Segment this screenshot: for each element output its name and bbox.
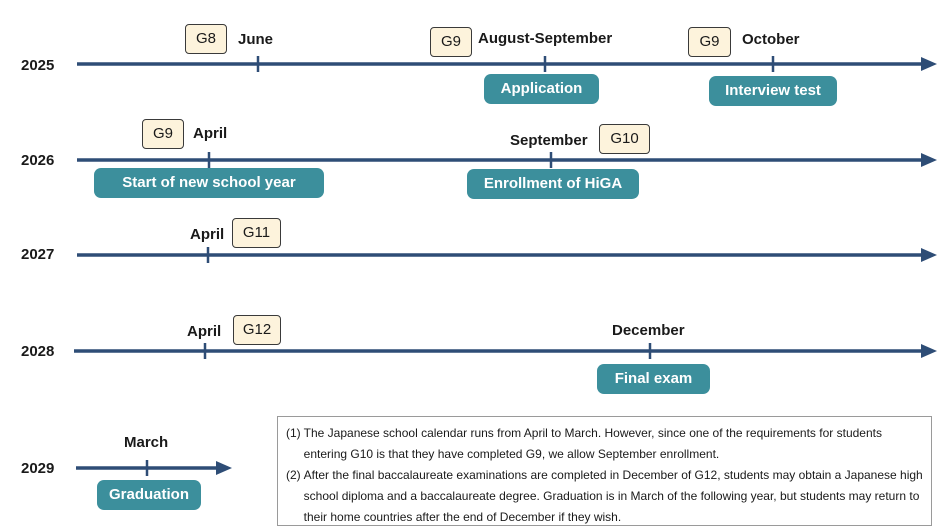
timeline-arrow-2028	[74, 343, 937, 359]
event-start-school-year: Start of new school year	[94, 168, 324, 198]
arrowhead	[921, 248, 937, 262]
month-label-april-2028: April	[187, 323, 222, 340]
grade-badge-g9-oct: G9	[688, 27, 731, 57]
note-text: After the final baccalaureate examinations are completed in December of G12, students may obtain a Japanese high school diploma and a baccalaureate degree. Graduation is in March of the following year, but students may return to their home countries after the end of December if they wish.	[303, 468, 923, 524]
month-label-april-2026: April	[193, 125, 228, 142]
arrowhead	[921, 344, 937, 358]
grade-badge-g12: G12	[233, 315, 281, 345]
grade-badge-g11: G11	[232, 218, 281, 248]
month-label-june: June	[238, 31, 274, 48]
note-number: (2)	[286, 468, 301, 482]
note-text: The Japanese school calendar runs from April to March. However, since one of the requirements for students entering G10 is that they have completed G9, we allow September enrollment.	[303, 426, 882, 461]
event-graduation: Graduation	[97, 480, 201, 510]
year-label-2026: 2026	[21, 152, 55, 169]
timeline-arrow-2026	[77, 152, 937, 168]
arrowhead	[216, 461, 232, 475]
grade-badge-g10: G10	[599, 124, 650, 154]
month-label-april-2027: April	[190, 226, 225, 243]
timeline-arrow-2025	[77, 56, 937, 72]
arrowhead	[921, 57, 937, 71]
timeline-arrow-2029	[76, 460, 232, 476]
month-label-december-2028: December	[612, 322, 685, 339]
event-final-exam: Final exam	[597, 364, 710, 394]
arrowhead	[921, 153, 937, 167]
year-label-2025: 2025	[21, 57, 55, 74]
event-enrollment-higa: Enrollment of HiGA	[467, 169, 639, 199]
grade-badge-g9-apr: G9	[142, 119, 184, 149]
note-number: (1)	[286, 426, 301, 440]
month-label-october: October	[742, 31, 800, 48]
year-label-2028: 2028	[21, 343, 55, 360]
grade-badge-g9-aug: G9	[430, 27, 472, 57]
event-application: Application	[484, 74, 599, 104]
timeline-arrow-2027	[77, 247, 937, 263]
event-interview-test: Interview test	[709, 76, 837, 106]
year-label-2027: 2027	[21, 246, 55, 263]
month-label-august-september: August-September	[478, 30, 613, 47]
notes-box	[277, 416, 932, 526]
month-label-september-2026: September	[510, 132, 588, 149]
note-1	[286, 423, 925, 465]
grade-badge-g8: G8	[185, 24, 227, 54]
month-label-march-2029: March	[124, 434, 169, 451]
note-2	[286, 465, 925, 528]
year-label-2029: 2029	[21, 460, 55, 477]
